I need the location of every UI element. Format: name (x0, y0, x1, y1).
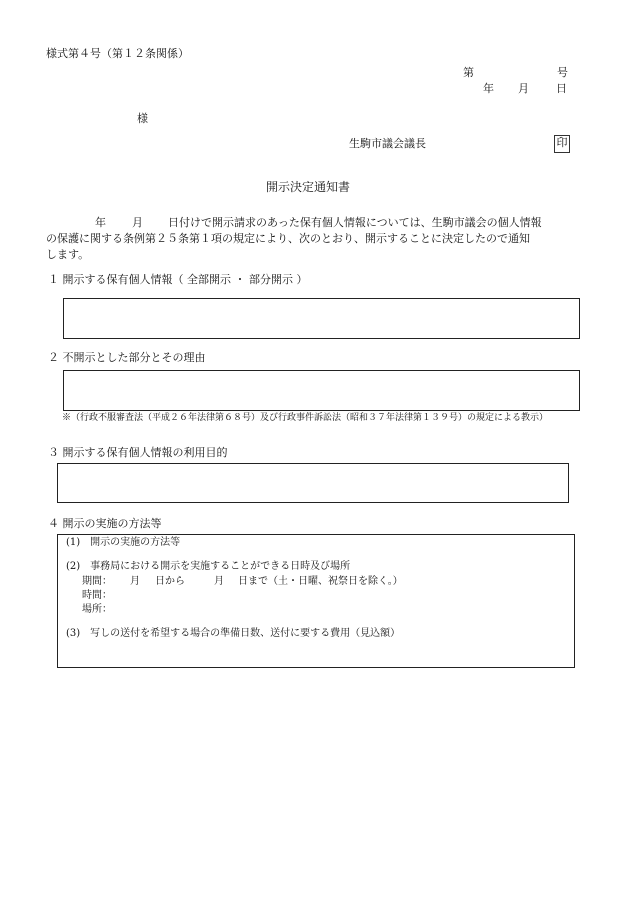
section-4-item-3: (3) 写しの送付を希望する場合の準備日数、送付に要する費用（見込額） (66, 628, 401, 639)
body-line-2: の保護に関する条例第２５条第１項の規定により、次のとおり、開示することに決定したので通知 (46, 232, 530, 245)
section-2-content-box (63, 370, 580, 411)
section-4-item-2: (2) 事務局における開示を実施することができる日時及び場所 (66, 561, 351, 572)
section-1-content-box (63, 298, 580, 339)
date-year: 年 (483, 82, 494, 95)
section-1-heading: １ 開示する保有個人情報（ 全部開示 ・ 部分開示 ） (48, 273, 308, 286)
seal-stamp: 印 (554, 135, 570, 153)
body-line-3: します。 (46, 248, 90, 261)
body-month: 月 (132, 216, 143, 229)
time-label: 時間： (82, 590, 112, 601)
section-3-content-box (57, 463, 569, 503)
section-4-heading: ４ 開示の実施の方法等 (48, 517, 162, 530)
date-month: 月 (518, 82, 529, 95)
section-3-heading: ３ 開示する保有個人情報の利用目的 (48, 446, 228, 459)
place-label: 場所： (82, 604, 112, 615)
section-4-item-1: (1) 開示の実施の方法等 (66, 537, 181, 548)
page-title: 開示決定通知書 (266, 180, 351, 194)
document-number-suffix: 号 (557, 66, 568, 79)
period-month-1: 月 (130, 576, 140, 587)
date-day: 日 (556, 82, 567, 95)
sender-name: 生駒市議会議長 (349, 137, 426, 150)
period-label: 期間： (82, 576, 112, 587)
section-4-content-box (57, 534, 575, 668)
recipient-suffix: 様 (137, 112, 148, 125)
period-month-2: 月 (214, 576, 224, 587)
period-from: 日から (155, 576, 185, 587)
appeal-note: ※（行政不服審査法（平成２６年法律第６８号）及び行政事件訴訟法（昭和３７年法律第１３９号）の規定による教示） (62, 413, 549, 423)
period-to: 日まで（土・日曜、祝祭日を除く。） (238, 576, 403, 587)
section-2-heading: ２ 不開示とした部分とその理由 (48, 351, 206, 364)
body-line-1: 日付けで開示請求のあった保有個人情報については、生駒市議会の個人情報 (168, 216, 542, 229)
form-number: 様式第４号（第１２条関係） (46, 47, 189, 60)
body-year: 年 (95, 216, 106, 229)
document-number-prefix: 第 (463, 66, 474, 79)
